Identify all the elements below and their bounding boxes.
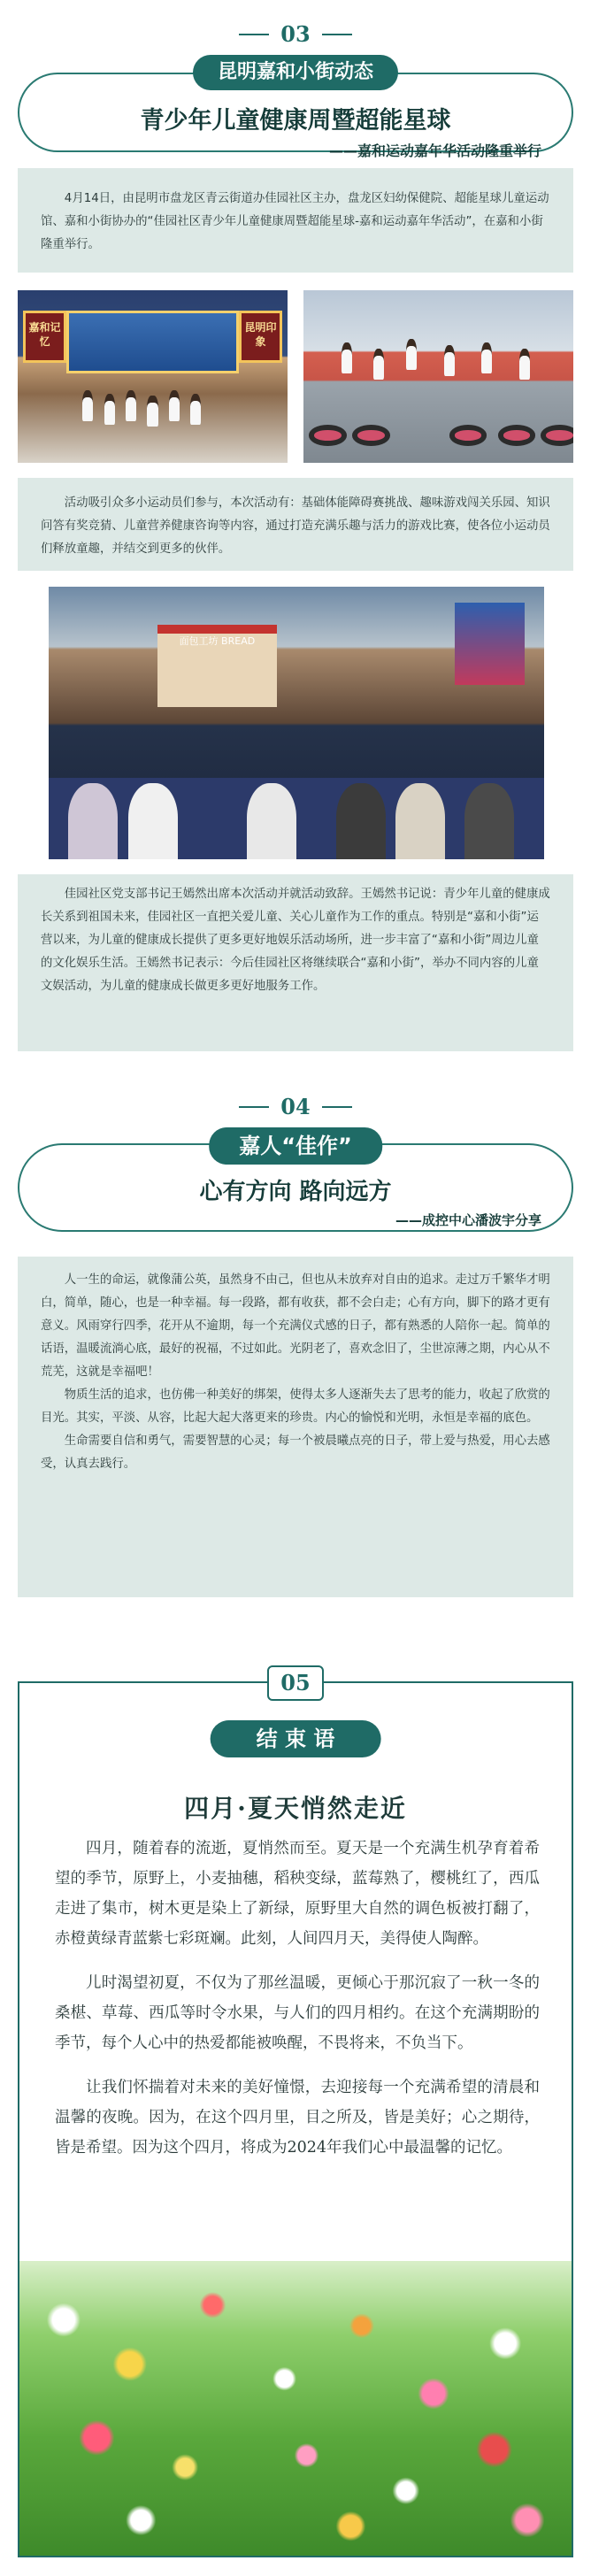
child-figure — [444, 345, 455, 376]
section-05-paragraph: 让我们怀揣着对未来的美好憧憬，去迎接每一个充满希望的清晨和温馨的夜晚。因为，在这个四月里，目之所及，皆是美好；心之期待，皆是希望。因为这个四月，将成为2024年我们心中最温馨的记忆。 — [55, 2079, 540, 2157]
event-screen — [455, 603, 524, 684]
event-stage-photo — [18, 290, 288, 463]
audience-figure — [336, 783, 386, 859]
section-04-paragraph: 生命需要自信和勇气，需要智慧的心灵；每一个被晨曦点亮的日子，带上爱与热爱，用心去感受，认真去践行。 — [41, 1434, 550, 1471]
child-figure — [126, 390, 136, 421]
tyre — [352, 425, 390, 445]
section-03-pill: 昆明嘉和小街动态 — [193, 55, 398, 90]
child-figure — [147, 396, 157, 427]
section-05-frame — [18, 1670, 573, 2557]
section-05-number: 05 — [267, 1665, 324, 1701]
section-03-intro-text: 4月14日，由昆明市盘龙区青云街道办佳园社区主办，盘龙区妇幼保健院、超能星球儿童运动馆、嘉和小街协办的“佳园社区青少年儿童健康周暨超能星球-嘉和运动嘉年华活动”，在嘉和小街隆重举行。 — [41, 192, 549, 251]
audience-figure — [464, 783, 514, 859]
child-figure — [82, 390, 93, 421]
section-03-subtitle: ——嘉和运动嘉年华活动隆重举行 — [328, 142, 541, 159]
sign-left: 嘉和记忆 — [23, 311, 66, 363]
event-banner-board — [66, 311, 239, 373]
section-05-essay-title: 四月·夏天悄然走近 — [184, 1794, 407, 1823]
bakery-shop-sign: 面包工坊 BREAD — [157, 625, 276, 706]
section-04-paragraph: 物质生活的追求，也仿佛一种美好的绑架，使得太多人逐渐失去了思考的能力，收起了欣赏的目光。其实，平淡、从容，比起大起大落更来的珍贵。内心的愉悦和光明，永恒是幸福的底色。 — [41, 1388, 550, 1425]
section-04-header — [18, 1080, 573, 1239]
section-04-number: 04 — [271, 1094, 320, 1120]
section-04-paragraph: 人一生的命运，就像蒲公英，虽然身不由己，但也从未放弃对自由的追求。走过万千繁华才明白，简单，随心，也是一种幸福。每一段路，都有收获，都不会白走；心有方向，脚下的路才更有意义。风雨穿行四季，花开从不逾期，每一个充满仪式感的日子，都有熟悉的人陪你一起。简单的话语，温暖流淌心底，最好的祝福，不过如此。光阴老了，喜欢念旧了，尘世凉薄之期，内心从不荒芜，这就是幸福吧！ — [41, 1273, 550, 1379]
tyre — [498, 425, 536, 445]
tyre — [541, 425, 573, 445]
section-03-activity-text: 活动吸引众多小运动员们参与，本次活动有：基础体能障碍赛挑战、趣味游戏闯关乐园、知识问答有奖竞猜、儿童营养健康咨询等内容，通过打造充满乐趣与活力的游戏比赛，使各位小运动员们释放童趣，并结交到更多的伙伴。 — [41, 496, 550, 556]
section-03-speech-box — [18, 874, 573, 1051]
child-figure — [190, 394, 201, 425]
section-04-title: 心有方向 路向远方 — [199, 1179, 392, 1205]
section-04-subtitle: ——成控中心潘波宇分享 — [395, 1212, 541, 1228]
child-figure — [406, 339, 417, 370]
section-03-speech-text: 佳园社区党支部书记王嫣然出席本次活动并就活动致辞。王嫣然书记说：青少年儿童的健康成长关系到祖国未来，佳园社区一直把关爱儿童、关心儿童作为工作的重点。特别是“嘉和小街”运营以来，为儿童的健康成长提供了更多更好地娱乐活动场所，进一步丰富了“嘉和小街”周边儿童的文化娱乐生活。王嫣然书记表示：今后佳园社区将继续联合“嘉和小街”，举办不同内容的儿童文娱活动，为儿童的健康成长做更多更好地服务工作。 — [41, 888, 550, 993]
sign-right: 昆明印象 — [239, 311, 282, 363]
child-figure — [373, 349, 384, 380]
audience-figure — [247, 783, 296, 859]
section-04-essay-box — [18, 1257, 573, 1597]
child-figure — [169, 390, 180, 421]
section-03-intro-box — [18, 168, 573, 273]
event-crowd-photo — [49, 587, 544, 859]
child-figure — [104, 394, 115, 425]
section-04-pill: 嘉人“佳作” — [209, 1127, 382, 1165]
section-03-activity-box — [18, 478, 573, 571]
flower-field-photo — [19, 2261, 572, 2556]
audience-figure — [395, 783, 445, 859]
section-05-paragraph: 四月，随着春的流逝，夏悄然而至。夏天是一个充满生机孕育着希望的季节，原野上，小麦抽穗，稻秧变绿，蓝莓熟了，樱桃红了，西瓜走进了集市，树木更是染上了新绿，原野里大自然的调色板被打翻了，赤橙黄绿青蓝紫七彩斑斓。此刻，人间四月天，美得使人陶醉。 — [55, 1840, 540, 1948]
child-figure — [481, 342, 492, 373]
kids-playground-photo — [303, 290, 573, 463]
section-05-pill: 结 束 语 — [211, 1720, 381, 1757]
tyre — [449, 425, 487, 445]
audience-figure — [128, 783, 178, 859]
tyre — [309, 425, 347, 445]
child-figure — [519, 349, 530, 380]
section-05-essay — [55, 1834, 540, 2177]
section-03-number: 03 — [271, 21, 320, 48]
section-03-header — [18, 16, 573, 166]
section-03-title: 青少年儿童健康周暨超能星球 — [140, 107, 451, 135]
section-05-paragraph: 儿时渴望初夏，不仅为了那丝温暖，更倾心于那沉寂了一秋一冬的桑椹、草莓、西瓜等时令水果，与人们的四月相约。在这个充满期盼的季节，每个人心中的热爱都能被唤醒，不畏将来，不负当下。 — [55, 1974, 540, 2052]
audience-figure — [68, 783, 118, 859]
child-figure — [342, 342, 352, 373]
